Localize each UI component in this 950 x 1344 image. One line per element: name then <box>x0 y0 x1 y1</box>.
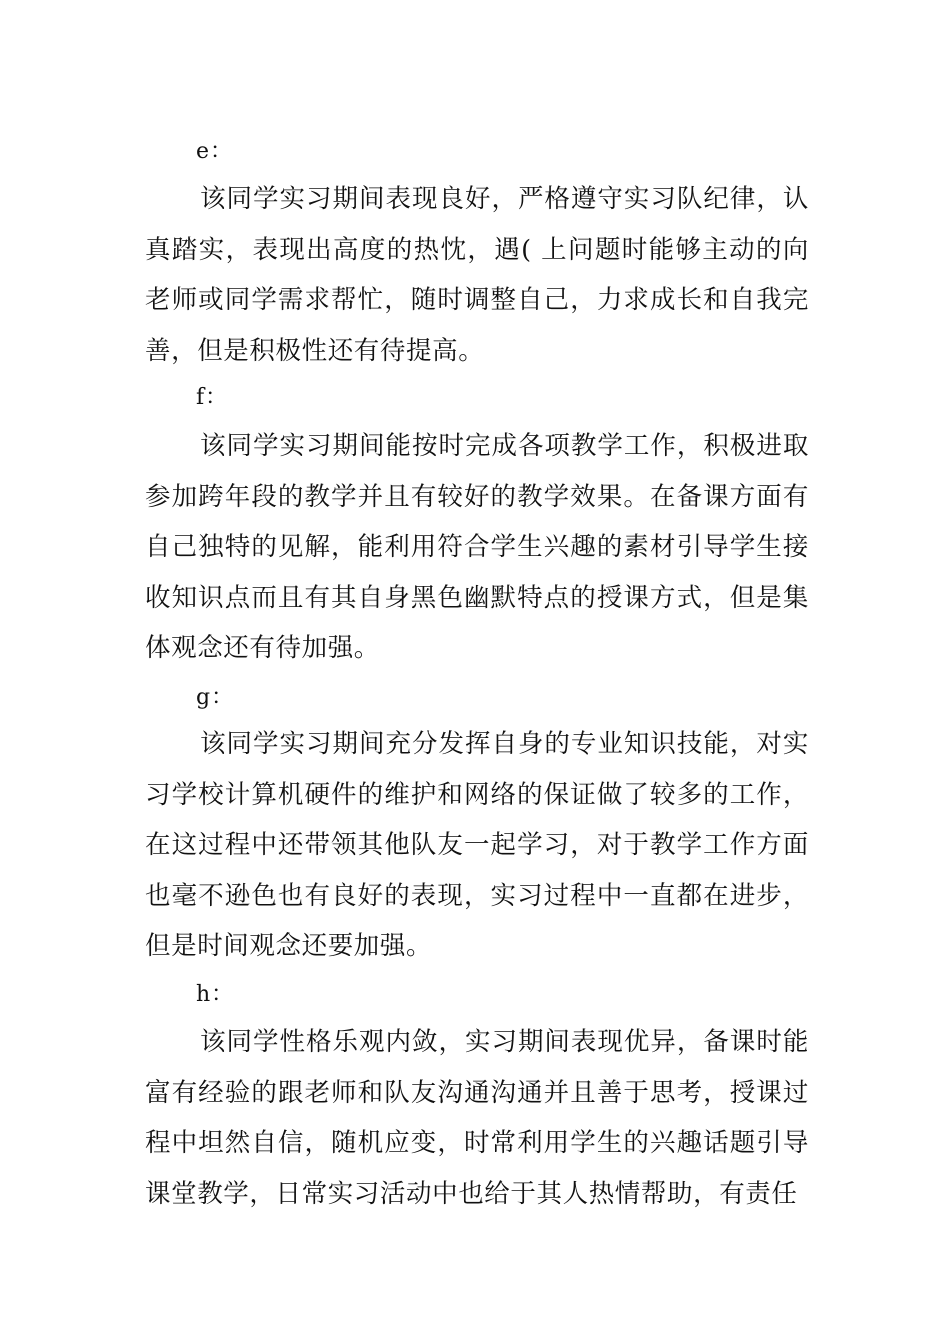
section-label-h: h： <box>196 982 235 1007</box>
section-text-f: 该同学实习期间能按时完成各项教学工作，积极进取参加跨年段的教学并且有较好的教学效果。在备课方面有自己独特的见解，能利用符合学生兴趣的素材引导学生接收知识点而且有其自身黑色幽默特点的授课方式，但是集体观念还有待加强。 <box>145 431 809 663</box>
section-text-e: 该同学实习期间表现良好，严格遵守实习队纪律，认真踏实，表现出高度的热忱，遇( 上问题时能够主动的向老师或同学需求帮忙，随时调整自己，力求成长和自我完善，但是积极性还有待提高。 <box>145 184 809 366</box>
section-text-g: 该同学实习期间充分发挥自身的专业知识技能，对实习学校计算机硬件的维护和网络的保证做了较多的工作，在这过程中还带领其他队友一起学习，对于教学工作方面也毫不逊色也有良好的表现，实习过程中一直都在进步，但是时间观念还要加强。 <box>145 729 809 961</box>
section-label-f: f： <box>196 385 229 410</box>
section-label-g: g： <box>196 685 235 710</box>
section-label-e: e： <box>196 139 234 164</box>
section-text-h: 该同学性格乐观内敛，实习期间表现优异，备课时能富有经验的跟老师和队友沟通沟通并且善于思考，授课过程中坦然自信，随机应变，时常利用学生的兴趣话题引导课堂教学，日常实习活动中也给于其人热情帮助，有责任 <box>145 1027 809 1209</box>
